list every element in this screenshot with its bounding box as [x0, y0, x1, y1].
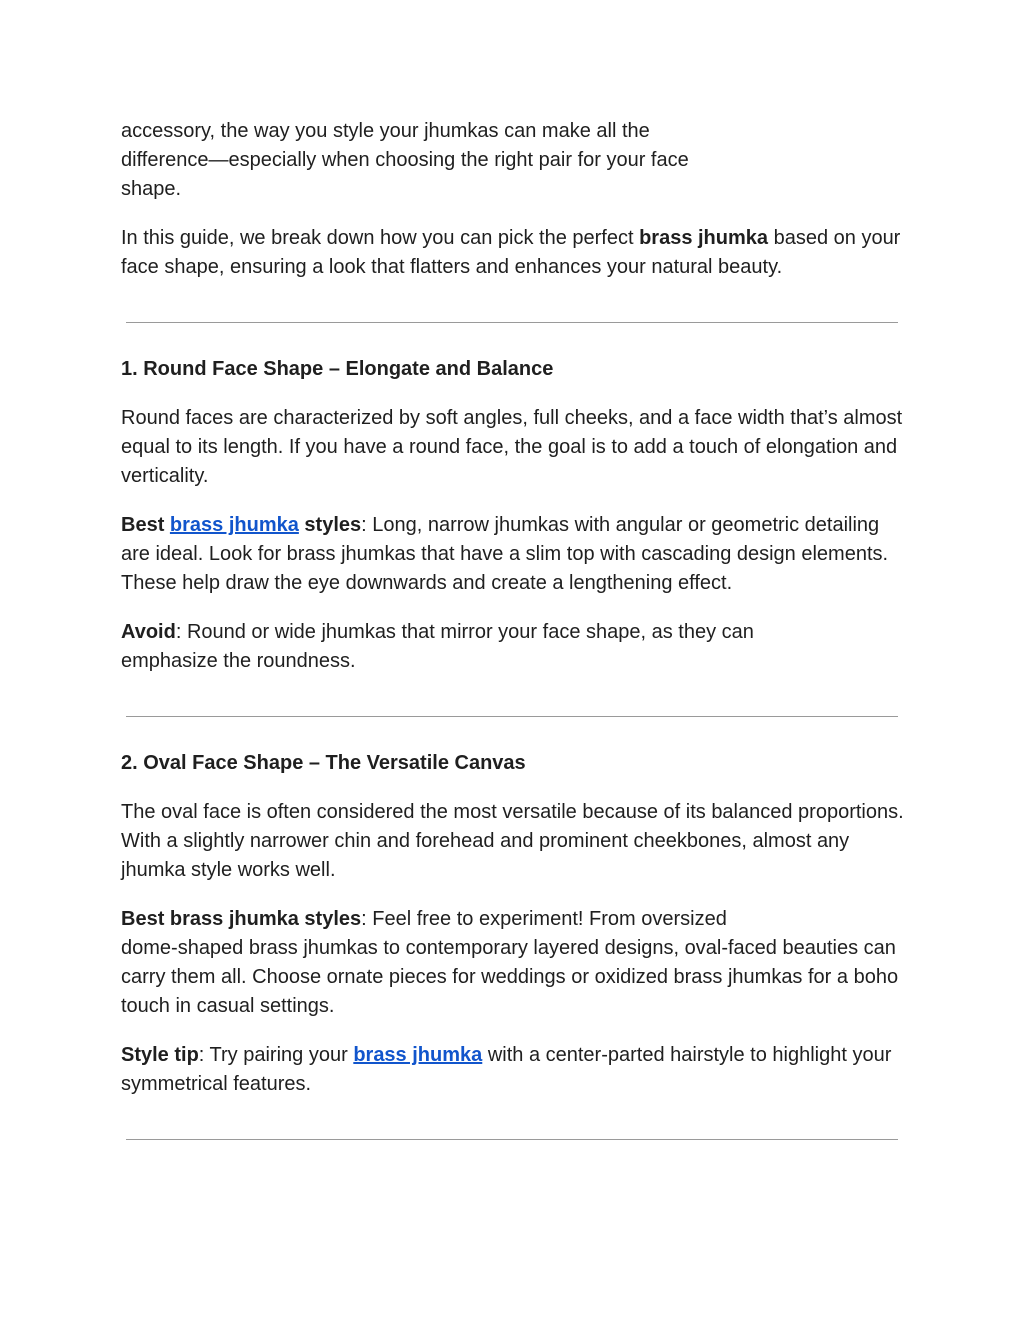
intro-text-before: In this guide, we break down how you can pick the perfect — [121, 227, 640, 249]
brass-jhumka-link[interactable]: brass jhumka — [353, 1044, 483, 1066]
style-tip-text-after: with a center-parted hairstyle to highlight your symmetrical features. — [121, 1044, 892, 1095]
section-2-best-styles — [121, 905, 911, 1021]
intro-paragraph-2 — [121, 224, 911, 282]
section-1-heading: 1. Round Face Shape – Elongate and Balance — [121, 358, 554, 380]
style-tip-text-before: : Try pairing your — [198, 1044, 354, 1066]
intro-text-after: based on your face shape, ensuring a look that flatters and enhances your natural beauty. — [121, 227, 901, 278]
style-tip-label: Style tip — [121, 1044, 199, 1066]
section-divider — [126, 716, 898, 717]
section-1-body: Round faces are characterized by soft angles, full cheeks, and a face width that’s almost equal to its length. If you have a round face, the goal is to add a touch of elongation and verticality. — [121, 407, 903, 487]
best-styles-text: : Long, narrow jhumkas with angular or geometric detailing are ideal. Look for brass jhumkas that have a slim top with cascading design elements. These help draw the eye downwards and create a lengthening effect. — [121, 514, 889, 594]
best-prefix: Best — [121, 514, 170, 536]
section-2-body: The oval face is often considered the most versatile because of its balanced proportions. With a slightly narrower chin and forehead and prominent cheekbones, almost any jhumka style works well. — [121, 801, 904, 881]
best-suffix: styles — [298, 514, 362, 536]
section-2-style-tip — [121, 1041, 911, 1099]
section-divider — [126, 1139, 898, 1140]
avoid-label: Avoid — [121, 621, 176, 643]
document-page — [121, 117, 911, 1140]
intro-bold-keyword: brass jhumka — [639, 227, 769, 249]
best-styles-rest: dome-shaped brass jhumkas to contemporary layered designs, oval-faced beauties can carry them all. Choose ornate pieces for weddings or oxidized brass jhumkas for a boho touch in casual settings. — [121, 937, 899, 1017]
intro-paragraph-1: accessory, the way you style your jhumkas can make all the difference—especially when choosing the right pair for your face shape. — [121, 120, 689, 200]
section-divider — [126, 322, 898, 323]
section-1-best-styles — [121, 511, 911, 598]
avoid-text: : Round or wide jhumkas that mirror your face shape, as they can emphasize the roundness. — [121, 621, 754, 672]
section-1-avoid — [121, 618, 821, 676]
section-2-heading: 2. Oval Face Shape – The Versatile Canvas — [121, 752, 526, 774]
best-styles-line-1: : Feel free to experiment! From oversized — [361, 908, 727, 930]
brass-jhumka-link[interactable]: brass jhumka — [169, 514, 299, 536]
best-styles-label: Best brass jhumka styles — [121, 908, 362, 930]
